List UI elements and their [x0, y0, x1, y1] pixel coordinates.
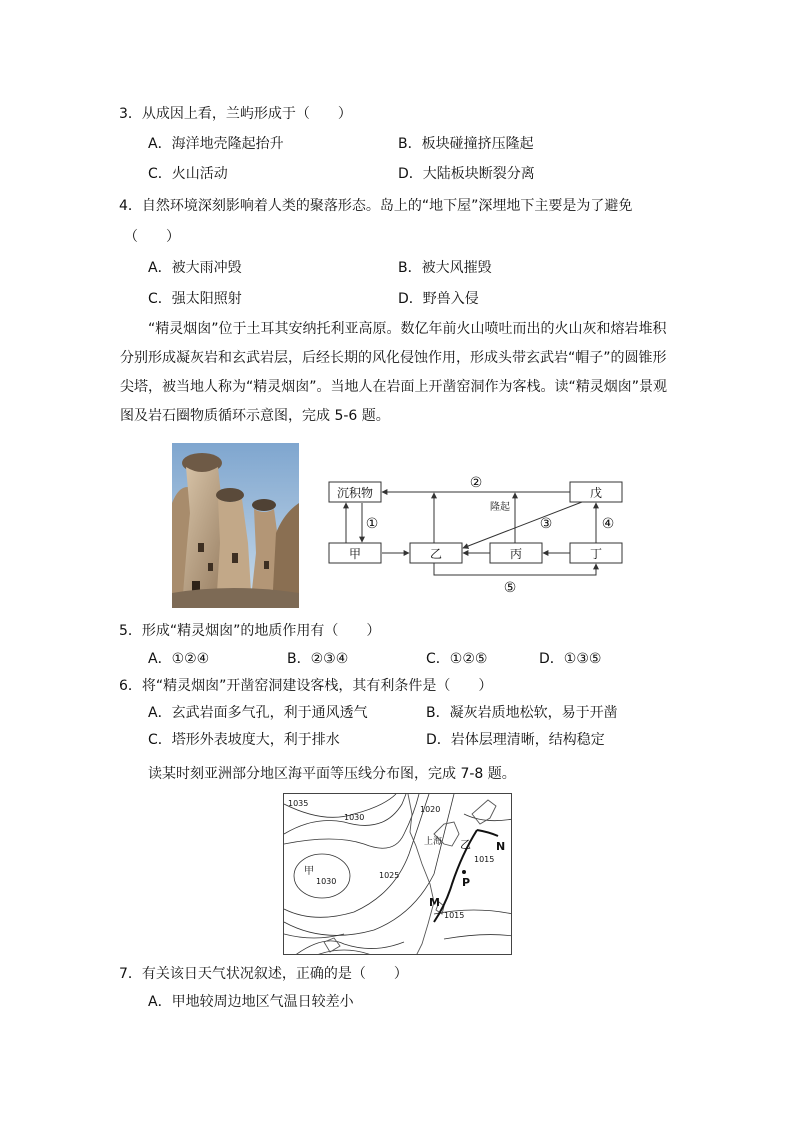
- q5-option-c: C．①②⑤: [426, 651, 488, 667]
- q3-stem: 3．从成因上看，兰屿形成于（ ）: [119, 106, 352, 122]
- isobar-1015-south: 1015: [444, 911, 465, 920]
- q4-stem-line2: （ ）: [124, 229, 180, 245]
- isobar-map: [283, 793, 512, 955]
- q6-option-d: D．岩体层理清晰，结构稳定: [426, 732, 605, 748]
- isobar-1030-jia: 1030: [316, 877, 337, 886]
- q6-option-b: B．凝灰岩质地松软，易于开凿: [426, 705, 618, 721]
- q5-stem: 5．形成“精灵烟囱”的地质作用有（ ）: [119, 623, 381, 639]
- fairy-chimney-photo: [172, 443, 299, 608]
- box-ding: 丁: [589, 547, 603, 561]
- passage-5-6: “精灵烟囱”位于土耳其安纳托利亚高原。数亿年前火山喷吐而出的火山灰和熔岩堆积分别形成凝灰岩和玄武岩层，后经长期的风化侵蚀作用，形成头带玄武岩“帽子”的圆锥形尖塔，被当地人称为“精灵烟囱”。当地人在岩面上开凿窑洞作为客栈。读“精灵烟囱”景观图及岩石圈物质循环示意图，完成 5-6 题。: [120, 321, 668, 424]
- q6-option-c: C．塔形外表坡度大，利于排水: [148, 732, 340, 748]
- label-uplift: 隆起: [490, 502, 510, 513]
- label-4: ④: [601, 516, 615, 532]
- isobar-1035: 1035: [288, 799, 309, 808]
- q4-option-a: A．被大雨冲毁: [148, 260, 242, 276]
- q5-option-d: D．①③⑤: [539, 651, 602, 667]
- q3-option-d: D．大陆板块断裂分离: [398, 166, 535, 182]
- q6-stem: 6．将“精灵烟囱”开凿窑洞建设客栈，其有利条件是（ ）: [119, 678, 493, 694]
- q5-option-b: B．②③④: [287, 651, 349, 667]
- q7-stem: 7．有关该日天气状况叙述，正确的是（ ）: [119, 966, 408, 982]
- label-1: ①: [365, 516, 379, 532]
- label-2: ②: [469, 475, 483, 491]
- label-3: ③: [539, 516, 553, 532]
- q6-option-a: A．玄武岩面多气孔，利于通风透气: [148, 705, 368, 721]
- passage-7-8: 读某时刻亚洲部分地区海平面等压线分布图，完成 7-8 题。: [148, 766, 516, 782]
- label-p: P: [462, 876, 471, 889]
- label-yi: 乙: [460, 838, 471, 851]
- q3-option-a: A．海洋地壳隆起抬升: [148, 136, 284, 152]
- isobar-1030-top: 1030: [344, 813, 365, 822]
- isobar-1020: 1020: [420, 805, 441, 814]
- label-shanghai: 上海: [424, 837, 443, 847]
- q3-option-b: B．板块碰撞挤压隆起: [398, 136, 534, 152]
- q5-option-a: A．①②④: [148, 651, 210, 667]
- box-yi: 乙: [429, 547, 443, 561]
- q4-option-d: D．野兽入侵: [398, 291, 479, 307]
- box-bing: 丙: [509, 547, 523, 561]
- box-jia: 甲: [348, 547, 362, 561]
- isobar-1025: 1025: [379, 871, 400, 880]
- box-sediment: 沉积物: [336, 486, 374, 500]
- q4-option-b: B．被大风摧毁: [398, 260, 492, 276]
- label-jia: 甲: [304, 866, 314, 877]
- q4-stem-line1: 4．自然环境深刻影响着人类的聚落形态。岛上的“地下屋”深埋地下主要是为了避免: [119, 198, 633, 214]
- rock-cycle-diagram: [322, 470, 632, 598]
- label-5: ⑤: [503, 580, 517, 596]
- q3-option-c: C．火山活动: [148, 166, 228, 182]
- q7-option-a: A．甲地较周边地区气温日较差小: [148, 994, 354, 1010]
- label-n: N: [496, 840, 506, 853]
- q4-option-c: C．强太阳照射: [148, 291, 242, 307]
- isobar-1015-east: 1015: [474, 855, 495, 864]
- label-m: M: [429, 896, 440, 909]
- box-wu: 戊: [589, 486, 603, 500]
